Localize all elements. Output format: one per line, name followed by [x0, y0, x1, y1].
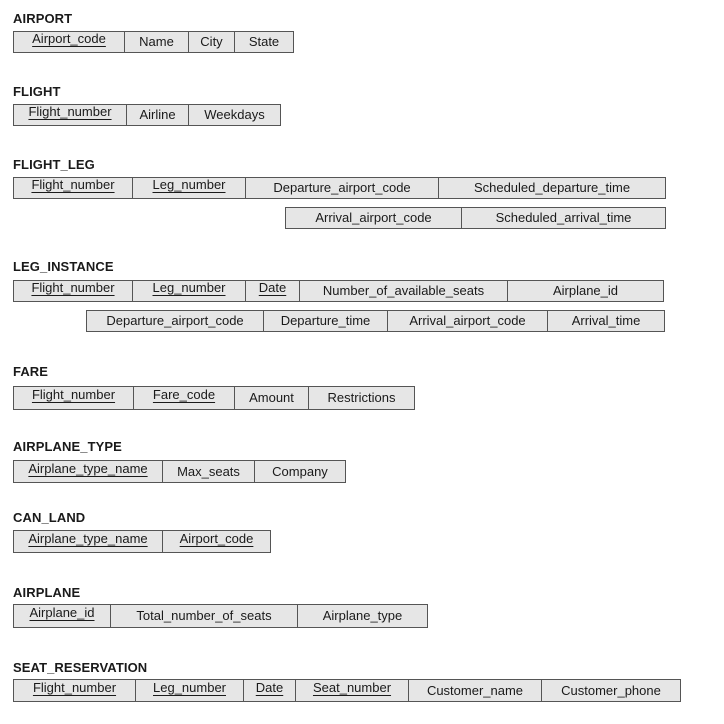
- attribute-label: Restrictions: [327, 390, 396, 405]
- relation-flight-leg-line-1: [13, 177, 666, 199]
- attribute-label-key: Flight_number: [31, 177, 115, 192]
- attribute-label: Airline: [139, 107, 176, 122]
- relation-flight-leg-line-2: [285, 207, 666, 229]
- relation-title-airplane-type: AIRPLANE_TYPE: [13, 439, 122, 454]
- attribute-label: Arrival_airport_code: [315, 210, 432, 225]
- attribute-label: Departure_airport_code: [106, 313, 244, 328]
- attribute-cell: [14, 605, 111, 627]
- relation-fare: [13, 386, 415, 410]
- attribute-label-key: Flight_number: [28, 104, 112, 119]
- relation-seat-reservation: [13, 679, 681, 702]
- attribute-label: Customer_phone: [561, 683, 661, 698]
- relation-airplane: [13, 604, 428, 628]
- attribute-cell: [255, 461, 345, 482]
- attribute-cell: [298, 605, 427, 627]
- attribute-label-key: Leg_number: [152, 177, 226, 192]
- attribute-cell: [235, 32, 293, 52]
- attribute-cell: [127, 105, 189, 125]
- attribute-cell: [388, 311, 548, 331]
- attribute-label: Departure_airport_code: [273, 180, 411, 195]
- attribute-cell: [87, 311, 264, 331]
- attribute-cell: [235, 387, 309, 409]
- attribute-label: Max_seats: [177, 464, 240, 479]
- relation-title-flight: FLIGHT: [13, 84, 61, 99]
- attribute-label: Departure_time: [280, 313, 371, 328]
- attribute-label: Arrival_airport_code: [409, 313, 526, 328]
- attribute-label: Scheduled_departure_time: [473, 180, 631, 195]
- attribute-cell: [244, 680, 296, 701]
- attribute-label: State: [248, 34, 280, 49]
- relation-title-airplane: AIRPLANE: [13, 585, 81, 600]
- attribute-label-key: Leg_number: [153, 680, 226, 695]
- attribute-cell: [508, 281, 663, 301]
- attribute-label-key: Airport_code: [32, 31, 106, 46]
- attribute-cell: [246, 178, 439, 198]
- attribute-label: Total_number_of_seats: [136, 608, 272, 623]
- attribute-label-key: Date: [255, 680, 284, 695]
- attribute-cell: [264, 311, 388, 331]
- attribute-cell: [286, 208, 462, 228]
- attribute-cell: [14, 178, 133, 198]
- attribute-cell: [542, 680, 680, 701]
- attribute-label-key: Fare_code: [152, 387, 216, 402]
- relation-airplane-type: [13, 460, 346, 483]
- attribute-label: Airplane_id: [552, 283, 619, 298]
- attribute-cell: [548, 311, 664, 331]
- attribute-label: Name: [139, 34, 174, 49]
- attribute-label-key: Airplane_type_name: [28, 531, 148, 546]
- attribute-label-key: Airplane_type_name: [28, 461, 148, 476]
- attribute-label-key: Flight_number: [31, 387, 116, 402]
- attribute-cell: [309, 387, 414, 409]
- attribute-cell: [14, 461, 163, 482]
- attribute-cell: [163, 531, 270, 552]
- attribute-cell: [189, 105, 280, 125]
- attribute-cell: [136, 680, 244, 701]
- attribute-cell: [296, 680, 409, 701]
- attribute-label: Airplane_type: [322, 608, 403, 623]
- attribute-label: Company: [272, 464, 328, 479]
- relation-leg-instance-line-1: [13, 280, 664, 302]
- attribute-label-key: Seat_number: [312, 680, 392, 695]
- relation-title-airport: AIRPORT: [13, 11, 73, 26]
- attribute-label-key: Flight_number: [31, 280, 115, 295]
- attribute-cell: [133, 178, 246, 198]
- attribute-label: Scheduled_arrival_time: [495, 210, 632, 225]
- relation-title-leg-instance: LEG_INSTANCE: [13, 259, 114, 274]
- relation-title-seat-reservation: SEAT_RESERVATION: [13, 660, 148, 675]
- attribute-cell: [439, 178, 665, 198]
- attribute-cell: [189, 32, 235, 52]
- attribute-label-key: Flight_number: [32, 680, 117, 695]
- relation-title-can-land: CAN_LAND: [13, 510, 86, 525]
- relation-airport: [13, 31, 294, 53]
- attribute-cell: [14, 531, 163, 552]
- attribute-cell: [246, 281, 300, 301]
- attribute-label: Weekdays: [204, 107, 265, 122]
- attribute-cell: [133, 281, 246, 301]
- attribute-cell: [300, 281, 508, 301]
- attribute-cell: [163, 461, 255, 482]
- relation-title-fare: FARE: [13, 364, 49, 379]
- attribute-label: Customer_name: [426, 683, 524, 698]
- attribute-label: Arrival_time: [571, 313, 641, 328]
- attribute-cell: [14, 32, 125, 52]
- attribute-cell: [125, 32, 189, 52]
- attribute-cell: [462, 208, 665, 228]
- attribute-label-key: Leg_number: [152, 280, 226, 295]
- attribute-label-key: Airplane_id: [29, 605, 95, 620]
- attribute-cell: [14, 387, 134, 409]
- attribute-label-key: Date: [258, 280, 287, 295]
- attribute-cell: [134, 387, 235, 409]
- relation-title-flight-leg: FLIGHT_LEG: [13, 157, 95, 172]
- attribute-label: Number_of_available_seats: [322, 283, 485, 298]
- attribute-cell: [14, 281, 133, 301]
- relation-leg-instance-line-2: [86, 310, 665, 332]
- attribute-cell: [14, 105, 127, 125]
- attribute-label-key: Airport_code: [179, 531, 254, 546]
- attribute-label: Amount: [249, 390, 294, 405]
- attribute-label: City: [200, 34, 223, 49]
- attribute-cell: [14, 680, 136, 701]
- attribute-cell: [111, 605, 298, 627]
- relation-flight: [13, 104, 281, 126]
- relation-can-land: [13, 530, 271, 553]
- attribute-cell: [409, 680, 542, 701]
